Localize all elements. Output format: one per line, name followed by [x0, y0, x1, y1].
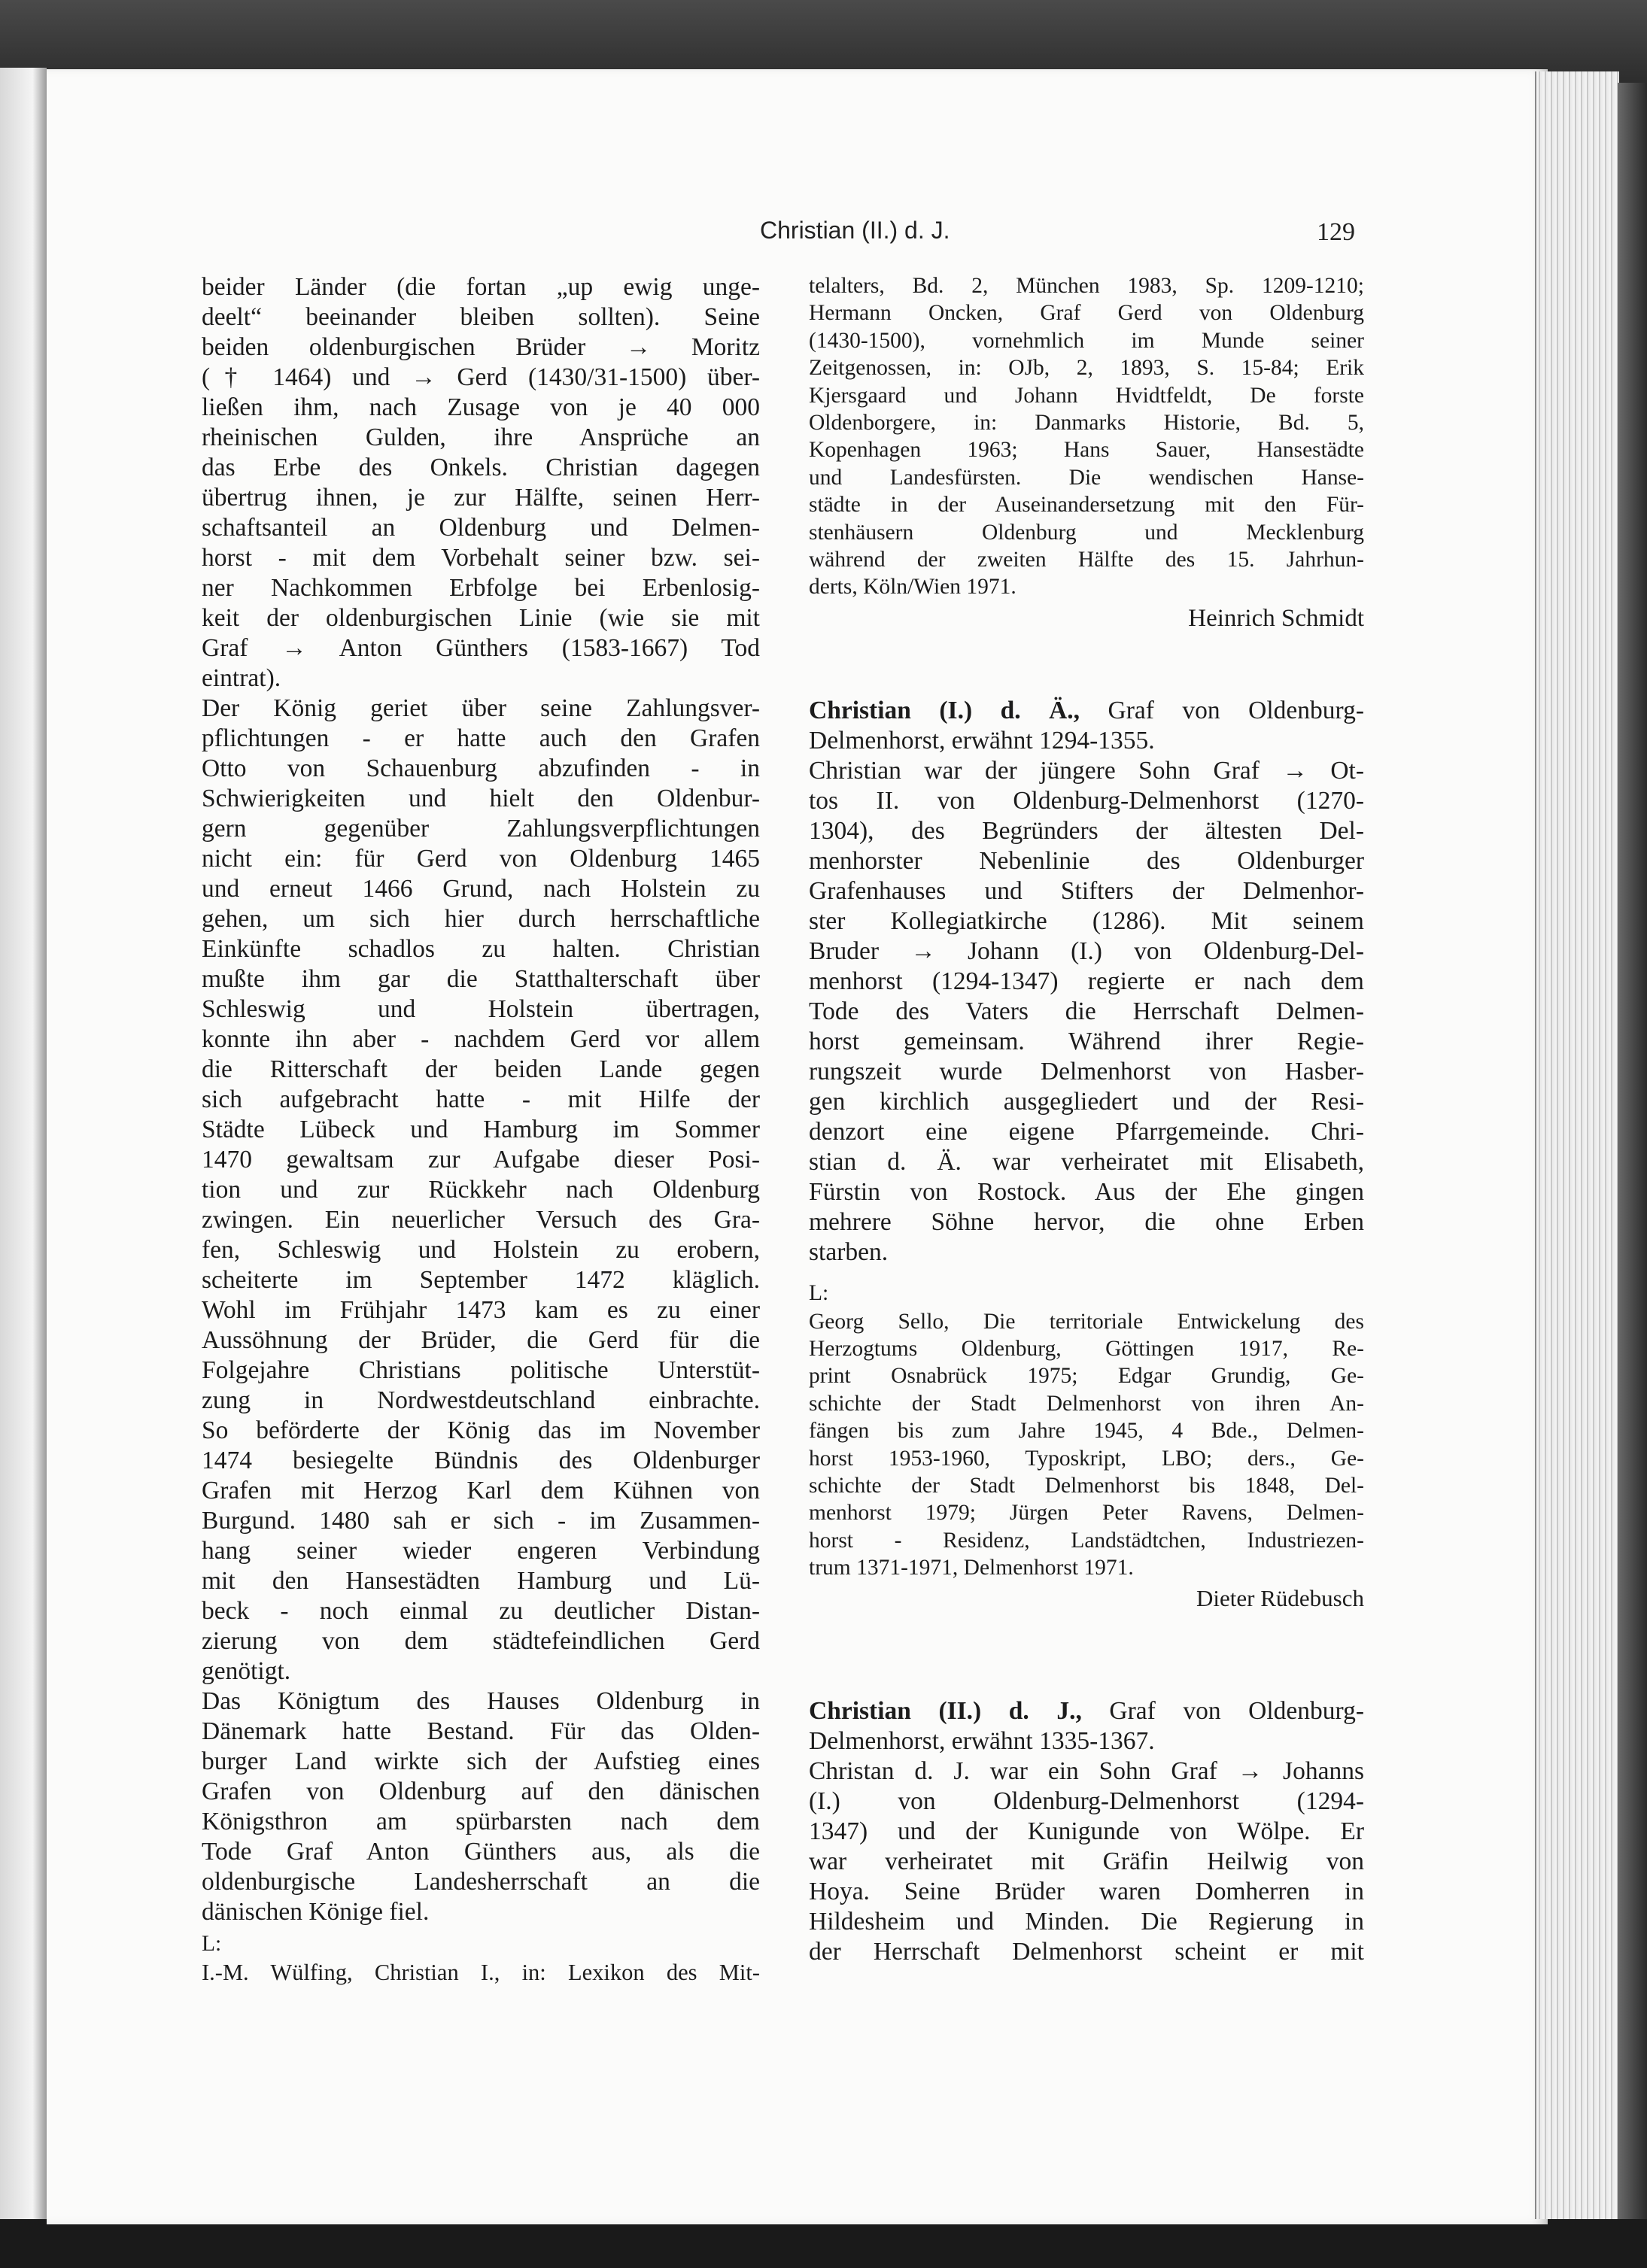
text-line: Der König geriet über seine Zahlungsver-: [202, 694, 760, 722]
text-line: Georg Sello, Die territoriale Entwickelung des: [809, 1309, 1364, 1334]
text-line: stenhäusern Oldenburg und Mecklenburg: [809, 520, 1364, 545]
page-number: 129: [1317, 218, 1355, 246]
text-line: schichte der Stadt Delmenhorst von ihren An-: [809, 1391, 1364, 1416]
text-line: Kopenhagen 1963; Hans Sauer, Hansestädte: [809, 438, 1364, 463]
text-line: konnte ihn aber - nachdem Gerd vor allem: [202, 1025, 760, 1053]
entry-body: [809, 756, 1364, 1268]
text-line: horst - Residenz, Landstädtchen, Industriezen-: [809, 1528, 1364, 1553]
text-line: scheiterte im September 1472 kläglich.: [202, 1266, 760, 1294]
text-line: nicht ein: für Gerd von Oldenburg 1465: [202, 845, 760, 873]
text-line: Zeitgenossen, in: OJb, 2, 1893, S. 15-84; Erik: [809, 356, 1364, 381]
text-line: mit den Hansestädten Hamburg und Lü-: [202, 1567, 760, 1595]
literature-continued: [809, 272, 1364, 601]
text-line: Einkünfte schadlos zu halten. Christian: [202, 935, 760, 963]
text-line: burger Land wirkte sich der Aufstieg eines: [202, 1747, 760, 1775]
text-line: zierung von dem städtefeindlichen Gerd: [202, 1627, 760, 1655]
text-line: und erneut 1466 Grund, nach Holstein zu: [202, 875, 760, 903]
text-line: städte in der Auseinandersetzung mit den Für-: [809, 493, 1364, 518]
entry-heading-dates: Delmenhorst, erwähnt 1335-1367.: [809, 1726, 1155, 1755]
text-line: Königsthron am spürbarsten nach dem: [202, 1808, 760, 1835]
text-line: Grafen von Oldenburg auf den dänischen: [202, 1778, 760, 1805]
text-line: Otto von Schauenburg abzufinden - in: [202, 754, 760, 782]
text-line: Herzogtums Oldenburg, Göttingen 1917, Re-: [809, 1337, 1364, 1362]
left-column: [202, 272, 760, 1986]
text-line: und Landesfürsten. Die wendischen Hanse-: [809, 465, 1364, 490]
text-line: war verheiratet mit Gräfin Heilwig von: [809, 1847, 1364, 1875]
text-line: derts, Köln/Wien 1971.: [809, 575, 1016, 600]
text-line: Christan d. J. war ein Sohn Graf → Johanns: [809, 1756, 1364, 1785]
text-line: zwingen. Ein neuerlicher Versuch des Gra-: [202, 1206, 760, 1234]
text-line: sich aufgebracht hatte - mit Hilfe der: [202, 1085, 760, 1113]
text-line: († 1464) und → Gerd (1430/31-1500) über-: [202, 363, 760, 391]
literature-label: L:: [809, 1280, 829, 1305]
text-line: Grafen mit Herzog Karl dem Kühnen von: [202, 1477, 760, 1504]
text-line: keit der oldenburgischen Linie (wie sie mit: [202, 604, 760, 632]
entry-heading-title: Graf von Oldenburg-: [1081, 1696, 1364, 1725]
text-line: die Ritterschaft der beiden Lande gegen: [202, 1055, 760, 1083]
text-line: ner Nachkommen Erbfolge bei Erbenlosig-: [202, 574, 760, 602]
text-line: Graf → Anton Günthers (1583-1667) Tod: [202, 634, 760, 662]
text-line: telalters, Bd. 2, München 1983, Sp. 1209-1210;: [809, 274, 1364, 298]
text-line: das Erbe des Onkels. Christian dagegen: [202, 454, 760, 481]
left-column-body: [202, 272, 760, 1927]
text-line: übertrug ihnen, je zur Hälfte, seinen Herr-: [202, 484, 760, 512]
text-line: Tode Graf Anton Günthers aus, als die: [202, 1838, 760, 1866]
entry-heading-dates: Delmenhorst, erwähnt 1294-1355.: [809, 726, 1155, 754]
text-line: genötigt.: [202, 1657, 291, 1685]
text-line: trum 1371-1971, Delmenhorst 1971.: [809, 1556, 1134, 1580]
text-line: stian d. Ä. war verheiratet mit Elisabeth,: [809, 1147, 1364, 1176]
text-line: Schleswig und Holstein übertragen,: [202, 995, 760, 1023]
text-line: der Herrschaft Delmenhorst scheint er mit: [809, 1937, 1364, 1966]
text-line: menhorst (1294-1347) regierte er nach dem: [809, 967, 1364, 995]
literature-line: I.-M. Wülfing, Christian I., in: Lexikon des Mit-: [202, 1960, 760, 1985]
entry-body: [809, 1756, 1364, 1967]
running-head-title: Christian (II.) d. J.: [760, 217, 950, 244]
text-line: horst 1953-1960, Typoskript, LBO; ders., Ge-: [809, 1446, 1364, 1471]
text-line: denzort eine eigene Pfarrgemeinde. Chri-: [809, 1117, 1364, 1146]
text-line: Folgejahre Christians politische Unterstüt-: [202, 1356, 760, 1384]
text-line: Tode des Vaters die Herrschaft Delmen-: [809, 997, 1364, 1025]
text-line: 1470 gewaltsam zur Aufgabe dieser Posi-: [202, 1146, 760, 1173]
author-signature: Heinrich Schmidt: [1188, 604, 1364, 632]
text-line: Hoya. Seine Brüder waren Domherren in: [809, 1877, 1364, 1905]
text-line: rungszeit wurde Delmenhorst von Hasber-: [809, 1057, 1364, 1085]
text-line: dänischen Könige fiel.: [202, 1898, 430, 1926]
text-line: ster Kollegiatkirche (1286). Mit seinem: [809, 906, 1364, 935]
text-line: Oldenborgere, in: Danmarks Historie, Bd. 5,: [809, 410, 1364, 435]
text-line: Kjersgaard und Johann Hvidtfeldt, De forste: [809, 383, 1364, 408]
text-line: (1430-1500), vornehmlich im Munde seiner: [809, 328, 1364, 353]
entry-heading-title: Graf von Oldenburg-: [1080, 696, 1364, 724]
text-line: oldenburgische Landesherrschaft an die: [202, 1868, 760, 1896]
page-stack-edge: [1535, 71, 1619, 2219]
text-line: horst - mit dem Vorbehalt seiner bzw. sei-: [202, 544, 760, 572]
text-line: gen kirchlich ausgegliedert und der Resi-: [809, 1087, 1364, 1116]
text-line: 1474 besiegelte Bündnis des Oldenburger: [202, 1447, 760, 1474]
text-line: Hildesheim und Minden. Die Regierung in: [809, 1907, 1364, 1936]
book-cover-shadow: [1618, 83, 1647, 2219]
text-line: gern gegenüber Zahlungsverpflichtungen: [202, 815, 760, 843]
text-line: hang seiner wieder engeren Verbindung: [202, 1537, 760, 1565]
text-line: während der zweiten Hälfte des 15. Jahrhun-: [809, 547, 1364, 572]
text-line: zung in Nordwestdeutschland einbrachte.: [202, 1386, 760, 1414]
text-line: eintrat).: [202, 664, 281, 692]
text-line: pflichtungen - er hatte auch den Grafen: [202, 724, 760, 752]
text-line: deelt“ beeinander bleiben sollten). Seine: [202, 303, 760, 331]
text-line: schichte der Stadt Delmenhorst bis 1848, Del-: [809, 1474, 1364, 1498]
literature-list: [809, 1308, 1364, 1582]
entry-heading-name: Christian (II.) d. J.,: [809, 1696, 1082, 1725]
text-line: menhorst 1979; Jürgen Peter Ravens, Delmen-: [809, 1501, 1364, 1526]
text-line: Christian war der jüngere Sohn Graf → Ot-: [809, 756, 1364, 785]
text-line: beiden oldenburgischen Brüder → Moritz: [202, 333, 760, 361]
entry-heading: [809, 696, 1364, 726]
text-line: Bruder → Johann (I.) von Oldenburg-Del-: [809, 937, 1364, 965]
text-line: print Osnabrück 1975; Edgar Grundig, Ge-: [809, 1364, 1364, 1389]
text-line: Das Königtum des Hauses Oldenburg in: [202, 1687, 760, 1715]
text-line: Hermann Oncken, Graf Gerd von Oldenburg: [809, 301, 1364, 326]
literature-label: L:: [202, 1932, 222, 1956]
text-line: Burgund. 1480 sah er sich - im Zusammen-: [202, 1507, 760, 1535]
text-line: rheinischen Gulden, ihre Ansprüche an: [202, 424, 760, 451]
left-page-edge: [0, 68, 47, 2219]
text-line: beck - noch einmal zu deutlicher Distan-: [202, 1597, 760, 1625]
text-line: (I.) von Oldenburg-Delmenhorst (1294-: [809, 1787, 1364, 1815]
author-signature: Dieter Rüdebusch: [1196, 1584, 1364, 1611]
text-line: ließen ihm, nach Zusage von je 40 000: [202, 393, 760, 421]
text-line: Fürstin von Rostock. Aus der Ehe gingen: [809, 1177, 1364, 1206]
text-line: mußte ihm gar die Statthalterschaft über: [202, 965, 760, 993]
entry-heading: [809, 1696, 1364, 1726]
text-line: schaftsanteil an Oldenburg und Delmen-: [202, 514, 760, 542]
text-line: fängen bis zum Jahre 1945, 4 Bde., Delmen-: [809, 1419, 1364, 1444]
text-line: So beförderte der König das im November: [202, 1416, 760, 1444]
right-column: [809, 272, 1364, 1967]
entry-christian-ii: [809, 1696, 1364, 1967]
text-line: mehrere Söhne hervor, die ohne Erben: [809, 1207, 1364, 1236]
entry-heading-name: Christian (I.) d. Ä.,: [809, 696, 1080, 724]
text-line: 1304), des Begründers der ältesten Del-: [809, 816, 1364, 845]
text-line: 1347) und der Kunigunde von Wölpe. Er: [809, 1817, 1364, 1845]
text-line: Städte Lübeck und Hamburg im Sommer: [202, 1116, 760, 1143]
text-line: fen, Schleswig und Holstein zu erobern,: [202, 1236, 760, 1264]
text-line: gehen, um sich hier durch herrschaftliche: [202, 905, 760, 933]
entry-christian-i: [809, 696, 1364, 1614]
text-line: Aussöhnung der Brüder, die Gerd für die: [202, 1326, 760, 1354]
text-line: tos II. von Oldenburg-Delmenhorst (1270-: [809, 786, 1364, 815]
text-line: horst gemeinsam. Während ihrer Regie-: [809, 1027, 1364, 1055]
text-line: Grafenhauses und Stifters der Delmenhor-: [809, 876, 1364, 905]
text-line: Wohl im Frühjahr 1473 kam es zu einer: [202, 1296, 760, 1324]
text-line: tion und zur Rückkehr nach Oldenburg: [202, 1176, 760, 1204]
text-line: Schwierigkeiten und hielt den Oldenbur-: [202, 785, 760, 812]
text-line: menhorster Nebenlinie des Oldenburger: [809, 846, 1364, 875]
text-line: Dänemark hatte Bestand. Für das Olden-: [202, 1717, 760, 1745]
text-line: beider Länder (die fortan „up ewig unge-: [202, 273, 760, 301]
text-line: starben.: [809, 1237, 889, 1266]
